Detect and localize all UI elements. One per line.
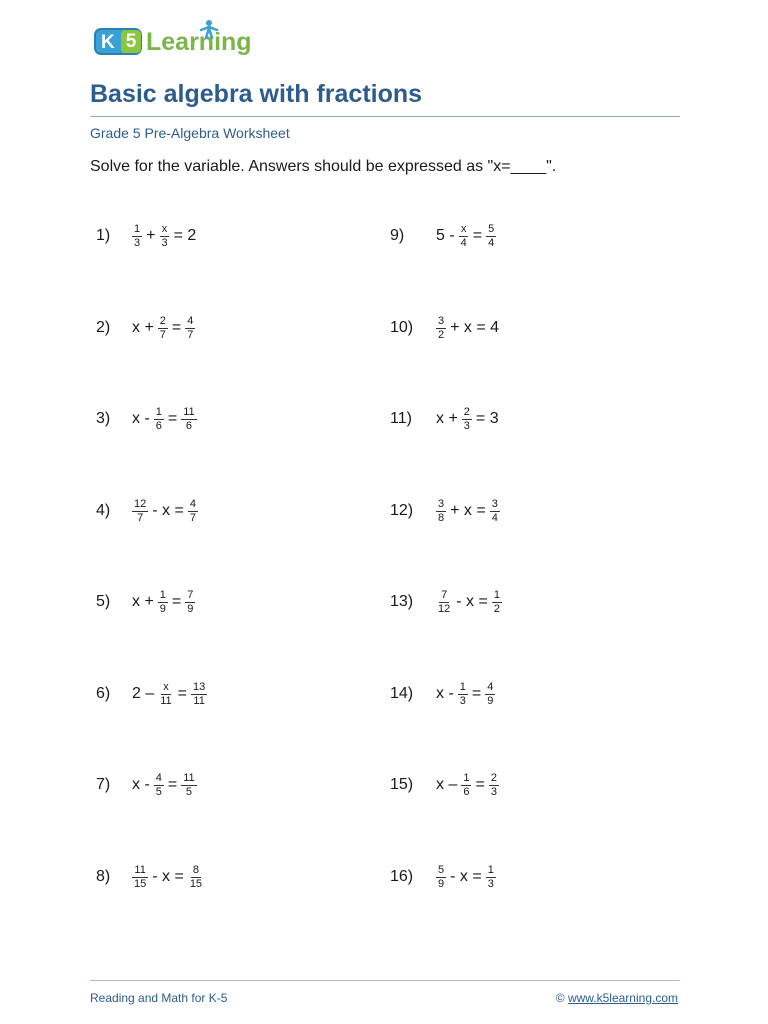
equation-text: - x = <box>152 502 184 519</box>
problem-equation <box>434 223 498 250</box>
equation-text: = 2 <box>173 227 197 244</box>
equation-text: = <box>171 319 182 336</box>
problem-equation <box>130 223 198 250</box>
problem-equation <box>434 864 498 891</box>
fraction <box>152 772 166 799</box>
fraction-denominator: 7 <box>187 328 194 341</box>
fraction <box>183 589 197 616</box>
problem-item <box>390 669 497 719</box>
equation-text: + x = 4 <box>450 319 500 336</box>
copyright-symbol: © <box>555 991 565 1005</box>
fraction-denominator: 15 <box>189 877 203 890</box>
fraction-denominator: 3 <box>463 419 470 432</box>
equation-text: x – <box>436 776 458 793</box>
equation-text: = <box>471 685 482 702</box>
fraction <box>179 406 198 433</box>
fraction <box>490 589 504 616</box>
fraction-numerator: 4 <box>155 771 162 784</box>
logo-badge-k: K <box>101 32 115 53</box>
fraction-denominator: 11 <box>193 694 205 707</box>
fraction-numerator: 1 <box>493 588 500 601</box>
fraction-numerator: 1 <box>459 680 466 693</box>
fraction <box>189 681 209 708</box>
fraction <box>186 864 206 891</box>
equation-text: = <box>171 593 182 610</box>
problem-number: 9) <box>390 227 405 244</box>
fraction-numerator: 4 <box>487 680 494 693</box>
fraction-numerator: x <box>163 680 169 693</box>
fraction <box>434 864 448 891</box>
problem-equation <box>434 772 501 799</box>
fraction-numerator: 1 <box>463 771 470 784</box>
footer-tagline: Reading and Math for K-5 <box>90 991 228 1005</box>
footer-website-link[interactable]: www.k5learning.com <box>567 991 678 1005</box>
fraction-numerator: 5 <box>488 222 495 235</box>
problem-item <box>390 852 498 902</box>
fraction-denominator: 9 <box>187 602 194 615</box>
fraction-denominator: 7 <box>189 511 196 524</box>
fraction-denominator: 6 <box>155 419 162 432</box>
equation-text: x - <box>132 410 150 427</box>
equation-text: - x = <box>456 593 488 610</box>
fraction-denominator: 5 <box>155 785 162 798</box>
problem-equation <box>130 498 200 525</box>
fraction-denominator: 8 <box>438 511 445 524</box>
problem-number: 13) <box>390 593 414 610</box>
fraction-numerator: 3 <box>438 497 445 510</box>
fraction-denominator: 7 <box>137 511 144 524</box>
fraction-numerator: x <box>460 222 467 235</box>
fraction-denominator: 3 <box>490 785 497 798</box>
fraction <box>130 864 150 891</box>
fraction-numerator: 11 <box>183 405 195 418</box>
fraction-denominator: 6 <box>185 419 193 432</box>
fraction-numerator: 12 <box>134 497 147 510</box>
equation-text: - x = <box>152 868 184 885</box>
problem-item <box>390 303 501 353</box>
fraction-numerator: 13 <box>193 680 206 693</box>
fraction-denominator: 15 <box>134 877 147 890</box>
problem-equation <box>130 681 209 708</box>
problem-equation <box>434 406 501 433</box>
fraction-numerator: x <box>161 222 168 235</box>
fraction <box>457 223 471 250</box>
logo-figure-icon <box>198 18 220 40</box>
equation-text: x - <box>132 776 150 793</box>
problem-item <box>96 669 209 719</box>
fraction <box>484 864 498 891</box>
fraction-numerator: 1 <box>134 222 141 235</box>
fraction-numerator: 2 <box>159 314 166 327</box>
equation-text: + x = <box>450 502 486 519</box>
fraction-numerator: 4 <box>187 314 194 327</box>
fraction-numerator: 8 <box>192 863 199 876</box>
fraction-numerator: 5 <box>438 863 445 876</box>
equation-text: = <box>177 685 188 702</box>
problem-equation <box>434 589 504 616</box>
problem-number: 10) <box>390 319 414 336</box>
equation-text: x - <box>436 685 454 702</box>
instructions: Solve for the variable. Answers should be expressed as "x=____". <box>90 158 557 175</box>
problem-item <box>390 211 498 261</box>
fraction <box>156 681 175 708</box>
problem-equation <box>434 681 497 708</box>
fraction-numerator: 2 <box>490 771 497 784</box>
worksheet-subtitle: Grade 5 Pre-Algebra Worksheet <box>90 125 290 141</box>
fraction <box>460 406 474 433</box>
fraction <box>459 772 473 799</box>
problem-equation <box>130 315 197 342</box>
fraction <box>130 498 150 525</box>
problem-number: 11) <box>390 410 412 427</box>
fraction-denominator: 3 <box>459 694 466 707</box>
problem-item <box>96 852 206 902</box>
fraction-numerator: 2 <box>463 405 470 418</box>
equation-text: x + <box>436 410 458 427</box>
fraction-denominator: 9 <box>438 877 445 890</box>
problem-number: 3) <box>96 410 111 427</box>
fraction-numerator: 1 <box>159 588 166 601</box>
logo-badge-5: 5 <box>121 30 141 53</box>
equation-text: = <box>167 776 178 793</box>
fraction-denominator: 12 <box>438 602 451 615</box>
fraction-denominator: 2 <box>438 328 445 341</box>
fraction-denominator: 4 <box>488 236 495 249</box>
problem-number: 16) <box>390 868 414 885</box>
fraction-denominator: 11 <box>160 694 172 707</box>
fraction-numerator: 1 <box>155 405 162 418</box>
fraction <box>156 315 170 342</box>
problem-item <box>390 760 501 810</box>
fraction <box>484 223 498 250</box>
fraction-numerator: 11 <box>183 771 195 784</box>
fraction-denominator: 2 <box>493 602 500 615</box>
equation-text: = <box>167 410 178 427</box>
problem-item <box>96 394 199 444</box>
fraction <box>488 498 502 525</box>
footer-divider <box>90 980 680 981</box>
fraction-numerator: 3 <box>438 314 445 327</box>
fraction <box>483 681 497 708</box>
fraction-denominator: 6 <box>463 785 470 798</box>
problem-equation <box>434 315 501 342</box>
problem-number: 12) <box>390 502 414 519</box>
problem-equation <box>434 498 502 525</box>
fraction-denominator: 3 <box>134 236 141 249</box>
fraction-denominator: 7 <box>159 328 166 341</box>
fraction <box>434 498 448 525</box>
problem-equation <box>130 864 206 891</box>
fraction-numerator: 3 <box>491 497 498 510</box>
problem-equation <box>130 406 199 433</box>
equation-text: + <box>146 227 156 244</box>
page-title: Basic algebra with fractions <box>90 80 423 108</box>
equation-text: - x = <box>450 868 482 885</box>
fraction <box>130 223 144 250</box>
fraction <box>434 315 448 342</box>
problem-equation <box>130 589 197 616</box>
fraction-denominator: 5 <box>185 785 193 798</box>
title-divider <box>90 116 680 117</box>
k5-learning-logo <box>94 18 264 60</box>
problem-number: 7) <box>96 776 111 793</box>
problem-item <box>96 760 199 810</box>
fraction <box>186 498 200 525</box>
logo-badge <box>94 28 142 55</box>
footer-credit <box>556 991 678 1005</box>
problem-item <box>390 486 502 536</box>
problem-item <box>96 211 198 261</box>
fraction-denominator: 4 <box>460 236 467 249</box>
fraction <box>456 681 470 708</box>
equation-text: = <box>475 776 485 793</box>
fraction-numerator: 7 <box>187 588 194 601</box>
fraction-numerator: 11 <box>134 863 146 876</box>
equation-text: x + <box>132 319 154 336</box>
problem-number: 2) <box>96 319 111 336</box>
equation-text: 2 – <box>132 685 155 702</box>
problem-number: 14) <box>390 685 414 702</box>
problem-item <box>390 577 504 627</box>
problem-number: 6) <box>96 685 111 702</box>
fraction-denominator: 3 <box>487 877 494 890</box>
problem-number: 4) <box>96 502 111 519</box>
fraction <box>157 223 171 250</box>
fraction <box>179 772 198 799</box>
fraction <box>183 315 197 342</box>
logo-wordmark: Learning <box>146 28 252 56</box>
fraction-denominator: 9 <box>159 602 166 615</box>
problem-equation <box>130 772 199 799</box>
fraction <box>434 589 454 616</box>
fraction <box>487 772 501 799</box>
fraction-numerator: 7 <box>441 588 448 601</box>
problem-item <box>390 394 501 444</box>
fraction <box>152 406 166 433</box>
problem-number: 1) <box>96 227 111 244</box>
problem-item <box>96 577 197 627</box>
fraction-denominator: 9 <box>487 694 494 707</box>
problem-number: 15) <box>390 776 414 793</box>
problem-item <box>96 486 200 536</box>
fraction-denominator: 4 <box>491 511 498 524</box>
problem-item <box>96 303 197 353</box>
problem-number: 8) <box>96 868 111 885</box>
equation-text: 5 - <box>436 227 455 244</box>
fraction <box>156 589 170 616</box>
equation-text: = 3 <box>475 410 499 427</box>
equation-text: x + <box>132 593 154 610</box>
problem-number: 5) <box>96 593 111 610</box>
fraction-numerator: 4 <box>189 497 196 510</box>
equation-text: = <box>472 227 483 244</box>
fraction-numerator: 1 <box>487 863 494 876</box>
fraction-denominator: 3 <box>161 236 168 249</box>
